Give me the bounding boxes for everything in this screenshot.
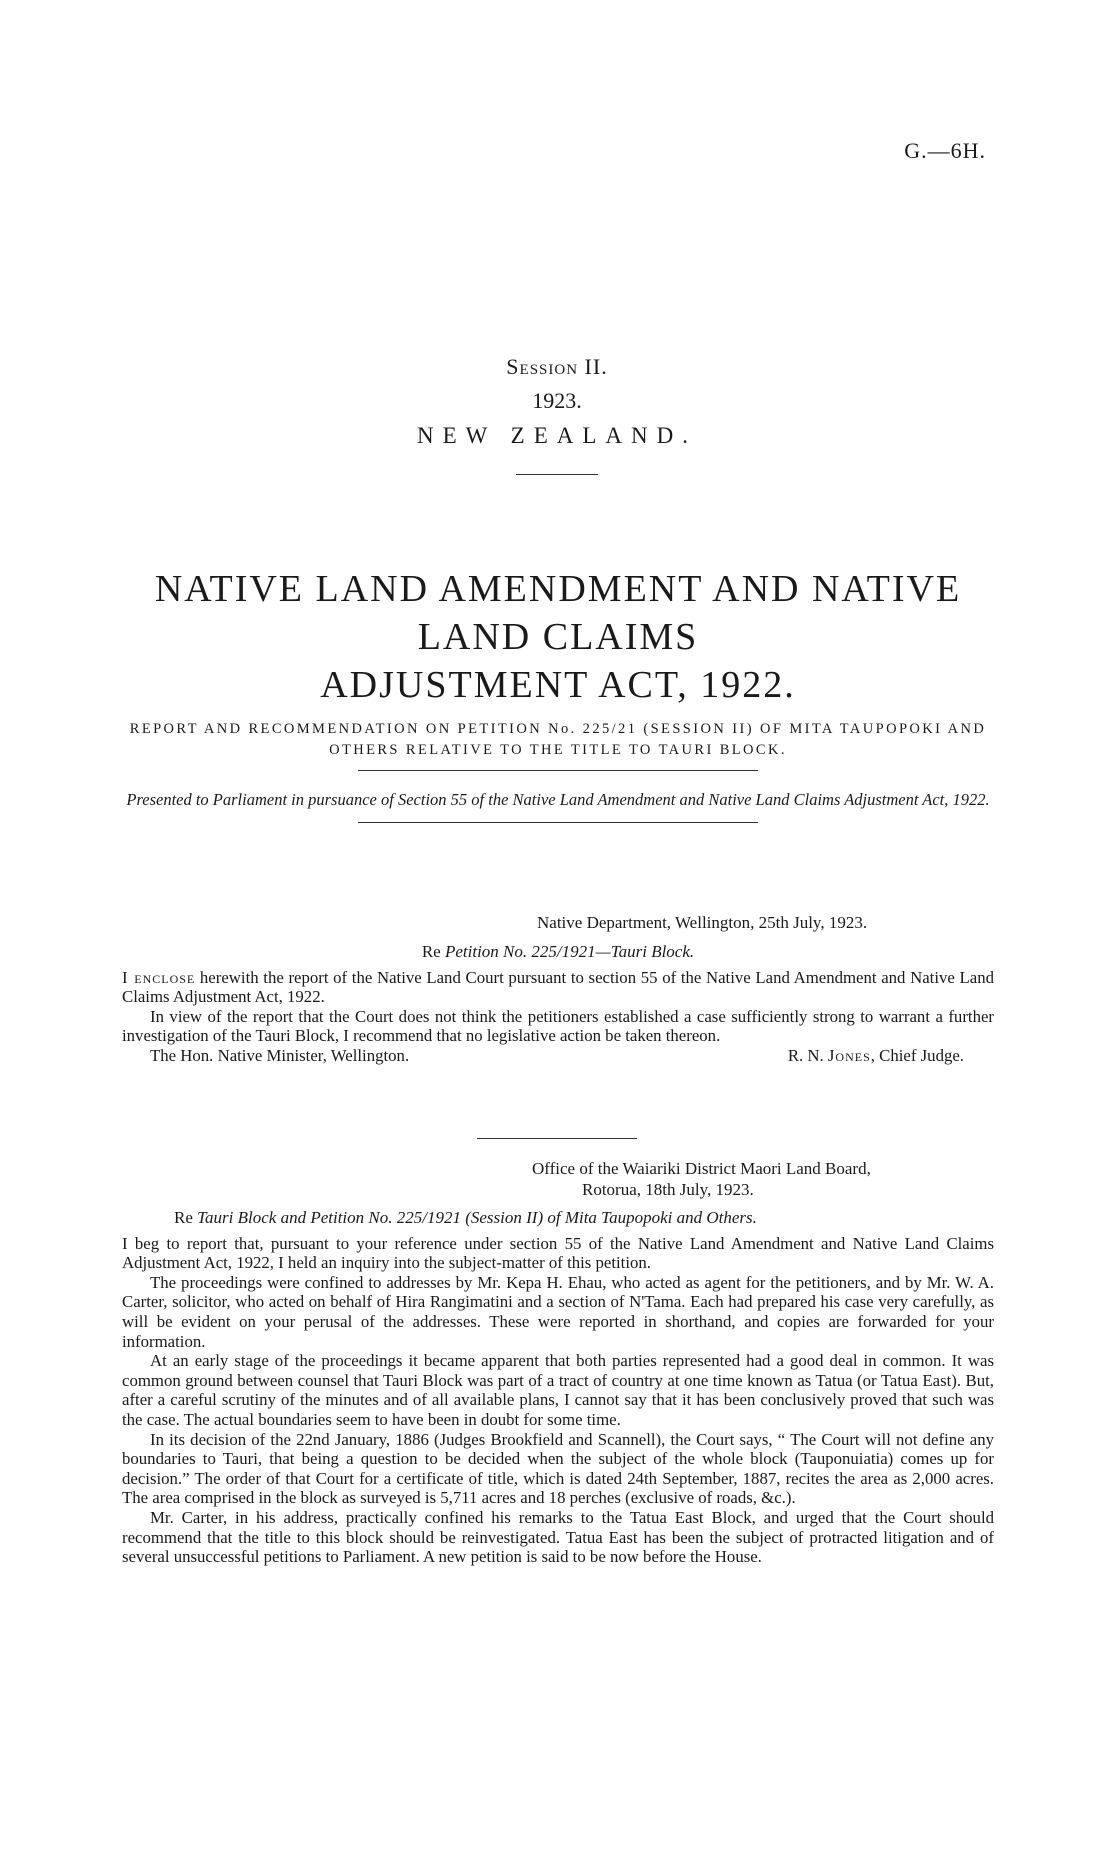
letter-dateline: Native Department, Wellington, 25th July, 1923. bbox=[537, 913, 868, 932]
paragraph: Mr. Carter, in his address, practically confined his remarks to the Tatua East Block, and urged that the Court should recommend that the title to this block should be reinvestigated. Tatua East has been the subject of protracted litigation and of several unsuccessful petitions to Parliament. A new petition is said to be now before the House. bbox=[122, 1507, 994, 1567]
letter-subject bbox=[122, 1208, 994, 1228]
paragraph: I beg to report that, pursuant to your reference under section 55 of the Native Land Amendment and Native Land Claims Adjustment Act, 1922, I held an inquiry into the subject-matter of this petition. bbox=[122, 1233, 994, 1273]
letter-native-department bbox=[122, 912, 994, 1066]
paragraph-lead: I enclose bbox=[122, 967, 196, 987]
paragraph bbox=[122, 968, 994, 1007]
divider-rule bbox=[358, 822, 758, 823]
session-block bbox=[0, 350, 1114, 475]
signature-row bbox=[122, 1046, 994, 1066]
signer-surname: Jones bbox=[827, 1045, 871, 1065]
re-prefix: Re bbox=[174, 1208, 193, 1227]
document-reference: G.—6H. bbox=[904, 138, 986, 163]
office-line-1: Office of the Waiariki District Maori Land Board, bbox=[532, 1159, 871, 1178]
office-line-2: Rotorua, 18th July, 1923. bbox=[582, 1180, 754, 1199]
re-subject: Petition No. 225/1921—Tauri Block. bbox=[444, 942, 695, 961]
letter-subject bbox=[122, 942, 994, 962]
paragraph: At an early stage of the proceedings it became apparent that both parties represented had a good deal in common. It was common ground between counsel that Tauri Block was part of a tract of country at one time known as Tatua (or Tatua East). But, after a careful scrutiny of the minutes and of all available plans, I cannot say that it has been conclusively proved that such was the case. The actual boundaries seem to have been in doubt for some time. bbox=[122, 1351, 994, 1429]
divider-rule bbox=[516, 474, 598, 475]
letter-maori-land-board bbox=[122, 1158, 994, 1567]
re-prefix: Re bbox=[421, 942, 441, 961]
re-subject: Tauri Block and Petition No. 225/1921 (Session II) of Mita Taupopoki and Others. bbox=[197, 1208, 757, 1227]
country-name: NEW ZEALAND. bbox=[416, 423, 698, 448]
signature bbox=[788, 1046, 964, 1066]
session-year: 1923. bbox=[532, 388, 582, 413]
document-title bbox=[118, 565, 998, 709]
paragraph: The proceedings were confined to addresses by Mr. Kepa H. Ehau, who acted as agent for the petitioners, and by Mr. W. A. Carter, solicitor, who acted on behalf of Hira Rangimatini and a section of N'Tama. Each had prepared his case very carefully, as will be evident on your perusal of the addresses. These were reported in shorthand, and copies are forwarded for your information. bbox=[122, 1272, 994, 1351]
signer-title: , Chief Judge. bbox=[870, 1045, 964, 1065]
divider-rule bbox=[477, 1138, 637, 1139]
document-subtitle: REPORT AND RECOMMENDATION ON PETITION No. 225/21 (SESSION II) OF MITA TAUPOPOKI AND OTHERS RELATIVE TO THE TITLE TO TAURI BLOCK. bbox=[129, 721, 987, 758]
paragraph: In view of the report that the Court does not think the petitioners established a case sufficiently strong to warrant a further investigation of the Tauri Block, I recommend that no legislative action be taken thereon. bbox=[122, 1006, 994, 1046]
addressee: The Hon. Native Minister, Wellington. bbox=[150, 1045, 410, 1065]
presented-block bbox=[118, 770, 998, 823]
title-line-1: NATIVE LAND AMENDMENT AND NATIVE LAND CLAIMS bbox=[154, 568, 962, 658]
paragraph: In its decision of the 22nd January, 1886 (Judges Brookfield and Scannell), the Court says, “ The Court will not define any boundaries to Tauri, that being a question to be decided when the subject of the whole block (Tauponuiatia) comes up for decision.” The order of that Court for a certificate of title, which is dated 24th September, 1887, recites the area as 2,000 acres. The area comprised in the block as surveyed is 5,711 acres and 18 perches (exclusive of roads, &c.). bbox=[122, 1429, 994, 1508]
title-line-2: ADJUSTMENT ACT, 1922. bbox=[320, 664, 796, 706]
divider-rule bbox=[358, 770, 758, 771]
presented-note: Presented to Parliament in pursuance of Section 55 of the Native Land Amendment and Native Land Claims Adjustment Act, 1922. bbox=[126, 790, 990, 809]
section-separator bbox=[0, 1138, 1114, 1139]
session-label: Session II. bbox=[506, 354, 608, 379]
paragraph-text: herewith the report of the Native Land Court pursuant to section 55 of the Native Land Amendment and Native Land Claims Adjustment Act, 1922. bbox=[122, 967, 994, 1007]
title-block bbox=[118, 565, 998, 761]
signer-initials: R. N. bbox=[787, 1045, 828, 1065]
